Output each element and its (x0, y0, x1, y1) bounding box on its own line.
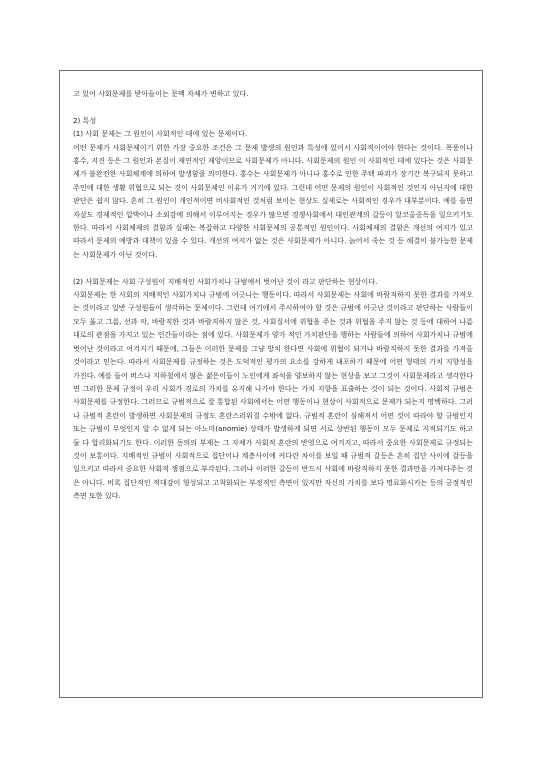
subsection-1-title: (1) 사회 문제는 그 원인이 사회적인 데에 있는 문제이다. (73, 129, 248, 139)
paragraph-gap (73, 100, 473, 113)
paragraph-gap (73, 261, 473, 274)
subsection-1-body: 어떤 문제가 사회문제이기 위한 가장 중요한 조건은 그 문제 발생의 원인과 특성에 있어서 사회적이어야 한다는 것이다. 폭풍이나 홍수, 지진 등은 그 원인과 본질이 재연적인 재앙이므로 사회문제가 아니다. 사회문제의 원인 이 사회적인 데에 있다는 것은 사회문제가 불완전한 사회체계에 의하여 발생함을 의미한다. 홍수는 사회문제가 아니나 홍수로 인한 주택 파괴가 장기간 복구되지 못하고 주민에 대한 생활 위협으로 되는 것이 사회문제인 이유가 거기에 있다. 그런데 어떤 문제의 원인이 사회적인 것인지 아닌지에 대한 판단은 쉽지 않다. 흔히 그 원인이 개인적이면 비사회적인 것처럼 보이는 현상도 실제로는 사회적인 경우가 대부분이다. 예를 들면 자살도 경제적인 압박이나 소외감에 의해서 이루어지는 경우가 많으면 경쟁사회에서 대인관계의 갈등이 알코올중독을 일으키기도 한다. 따라서 사회체제의 결함과 실패는 복잡하고 다양한 사회문제의 공통적인 원인이다. 사회체제의 결함은 개선의 여지가 있고 따라서 문제의 예방과 대책이 있을 수 있다. 개선의 여지가 없는 것은 사회문제가 아니다. 늙어서 죽는 것 등 해결이 불가능한 문제는 사회문제가 아닌 것이다. (73, 142, 473, 259)
intro-line: 고 있어 사회문제를 받아들이는 문맥 자체가 변하고 있다. (73, 89, 249, 98)
document-page (59, 70, 483, 698)
section-title: 2) 특성 (73, 115, 97, 125)
document-content (73, 87, 473, 503)
subsection-2-body: 사회문제는 한 사회의 지배적인 사회가치나 규범에 어긋나는 행동이다. 따라서 사회문제는 사회에 바람직하지 못한 결과를 가져오는 것이라고 일반 구성원들이 생각하는 문제이다. 그런데 여기에서 주시하여야 할 것은 규범에 어긋난 것이라고 판단하는 사람들이 모두 옳고 그름, 선과 악, 바람직한 것과 바람직하지 않은 것, 사회질서에 위협을 주는 것과 위협을 주지 않는 것 등에 대하여 나름대로의 관점을 가지고 있는 인간들이라는 점에 있다. 사회문제가 양가 적인 가치판단을 행하는 사람들에 의하여 사회가치나 규범에 벗어난 것이라고 여겨지기 때문에, 그들은 이러한 문제를 그냥 방치 한다면 사회에 위협이 되거나 바람직하지 못한 결과를 가져올 것이라고 믿는다. 따라서 사회문제를 규정하는 것은 도덕적인 평가의 요소를 강하게 내포하기 때문에 어떤 형태의 가치 지향성을 가진다. 예를 들어 버스나 지하철에서 많은 젊은이들이 노인에게 좌석을 양보하지 않는 현상을 보고 그것이 사회문제라고 생각한다면 그러한 문제 규정이 우리 사회가 경로의 가치를 유지해 나가야 한다는 가치 지향을 표출하는 것이 되는 것이다. 사회적 규범은 사회문제를 규정한다. 그러므로 규범적으로 잘 통합된 사회에서는 어떤 행동이나 현상이 사회적으로 문제가 되는지 명백하다. 그러나 규범적 혼란이 발생하면 사회문제의 규정도 혼란스러워질 수밖에 없다. 규범적 혼란이 심해져서 어떤 것이 따라야 할 규범인지 또는 규범이 무엇인지 알 수 없게 되는 아노미(anomie) 상태가 발생하게 되면 서로 상반된 행동이 모두 문제로 지적되기도 하고 둘 다 합리화되기도 한다. 이러한 동의의 부재는 그 자체가 사회적 혼란의 반영으로 여겨지고, 따라서 중요한 사회문제로 규정되는 것이 보통이다. 지배적인 규범이 사회적으로 집단이나 계층사이에 커다란 차이를 보일 때 규범적 갈등은 흔히 집단 사이에 갈등을 일으키고 따라서 중요한 사회적 쟁점으로 부각된다. 그러나 이러한 갈등이 반드시 사회에 바람직하지 못한 결과만을 가져다주는 것은 아니다. 비록 집단적인 적대감이 형성되고 고착화되는 부정적인 측면이 있지만 자신의 가치를 보다 명료화시키는 등의 긍정적인 측면 또한 있다. (73, 290, 473, 501)
subsection-2-title: (2) 사회문제는 사회 구성원이 지배적인 사회가치나 규범에서 벗어난 것이 라고 판단하는 현상이다. (73, 276, 378, 286)
